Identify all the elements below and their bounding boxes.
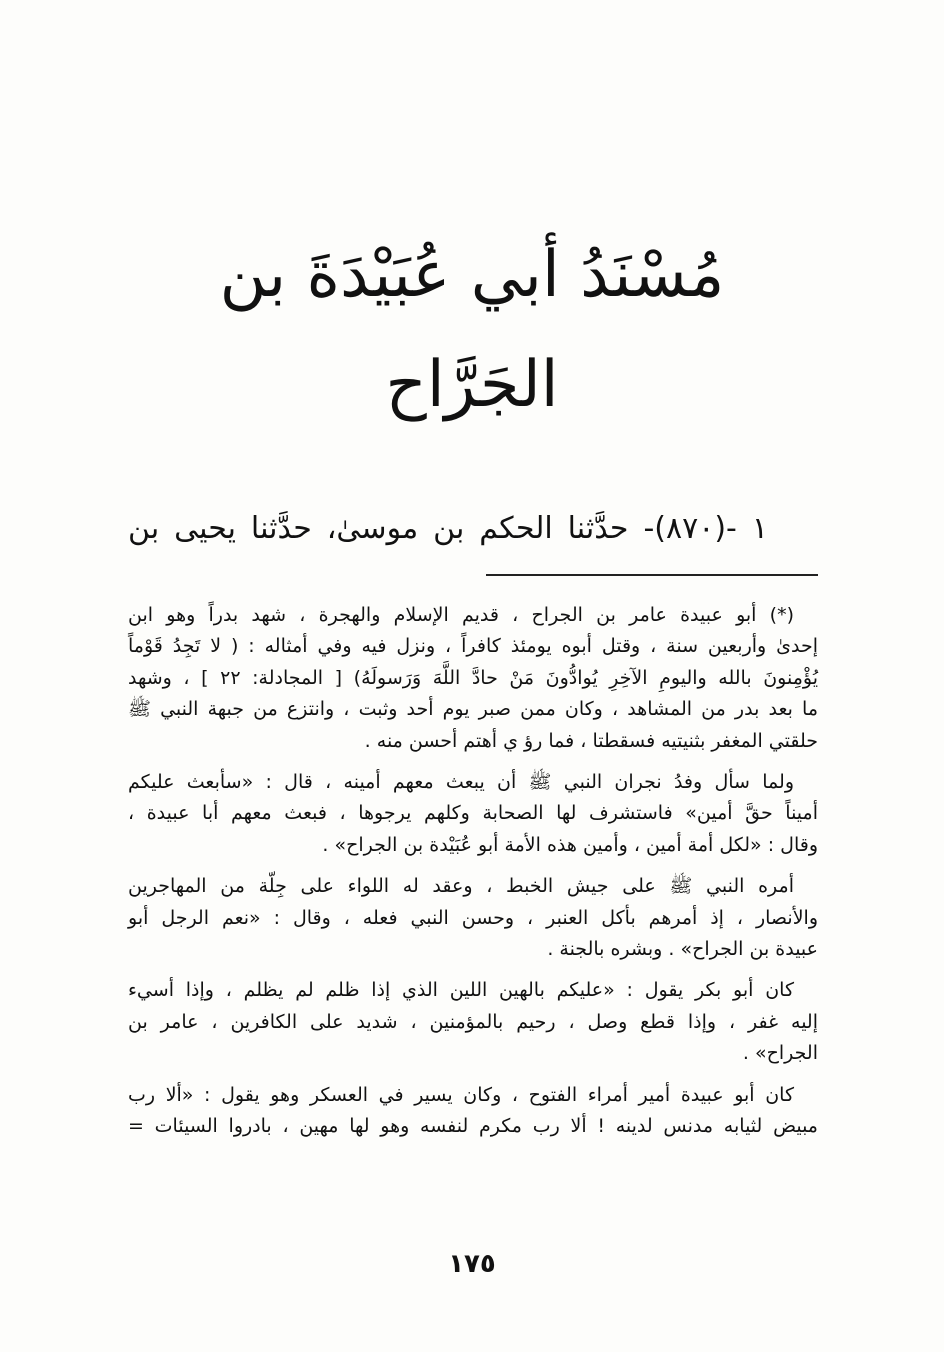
- footnote-line: مبيض لثيابه مدنس لدينه ! ألا رب مكرم لنفسه وهو لها مهين ، بادروا السيئات =: [128, 1115, 818, 1138]
- footnote-line: وقال : «لكل أمة أمين ، وأمين هذه الأمة أبو عُبَيْدة بن الجراح» .: [322, 833, 818, 856]
- footnote-paragraph: [128, 600, 818, 757]
- footnote-paragraph: [128, 871, 818, 965]
- footnote-line: ولما سأل وفدُ نجران النبي ﷺ أن يبعث معهم أمينه ، قال : «سأبعث عليكم: [128, 771, 794, 794]
- footnote-line: والأنصار ، إذ أمرهم بأكل العنبر ، وحسن النبي فعله ، وقال : «نعم الرجل أبو: [128, 906, 818, 929]
- footnote-line: كان أبو عبيدة أمير أمراء الفتوح ، وكان يسير في العسكر وهو يقول : «ألا رب: [128, 1083, 794, 1106]
- page-number: ١٧٥: [448, 1249, 496, 1279]
- footnote-line: إليه غفر ، وإذا قطع وصل ، رحيم بالمؤمنين ، شديد على الكافرين ، عامر بن: [128, 1010, 818, 1033]
- footnote-line: ما بعد بدر من المشاهد ، وكان ممن صبر يوم أحد وثبت ، وانتزع من جبهة النبي ﷺ: [128, 698, 818, 721]
- footnote-line: الجراح» .: [742, 1042, 818, 1065]
- section-title: مُسْنَدُ أبي عُبَيْدَةَ بن الجَرَّاح: [219, 238, 725, 422]
- footnote-line: أمره النبي ﷺ على جيش الخبط ، وعقد له اللواء على جِلّة من المهاجرين: [128, 875, 794, 898]
- footnote-line: كان أبو بكر يقول : «عليكم بالهين اللين الذي إذا ظلم لم يظلم ، وإذا أسيء: [128, 979, 794, 1002]
- footnote-line: يُؤْمِنونَ بالله واليومِ الآخِرِ يُوادُّونَ مَنْ حادَّ اللَّهَ وَرَسولَهُ) [ المجادلة: ٢٢ ] ، وشهد: [128, 666, 818, 689]
- footnote-line: (*) أبو عبيدة عامر بن الجراح ، قديم الإسلام والهجرة ، شهد بدراً وهو ابن: [128, 604, 794, 626]
- footnote-paragraph: [128, 767, 818, 861]
- footnote-line: إحدىٰ وأربعين سنة ، وقتل أبوه يومئذ كافراً ، ونزل فيه وفي أمثاله : ( لا تَجِدُ قَوْماً: [128, 635, 818, 658]
- footnote-separator: [486, 574, 818, 576]
- footnote-line: أميناً حقَّ أمين» فاستشرف لها الصحابة وكلهم يرجوها ، فبعث معهم أبا عبيدة ،: [128, 802, 818, 825]
- footnote-line: حلقتي المغفر بثنيتيه فسقطتا ، فما رؤ ي أهتم أحسن منه .: [364, 729, 818, 752]
- hadith-opening-line: ١ -(٨٧٠)- حدَّثنا الحكم بن موسىٰ، حدَّثنا يحيى بن: [128, 511, 768, 546]
- footnote-paragraph: [128, 975, 818, 1069]
- footnote-paragraph: [128, 1080, 818, 1143]
- footnote-line: عبيدة بن الجراح» . وبشره بالجنة .: [547, 938, 818, 961]
- footnote-block: [128, 600, 818, 1153]
